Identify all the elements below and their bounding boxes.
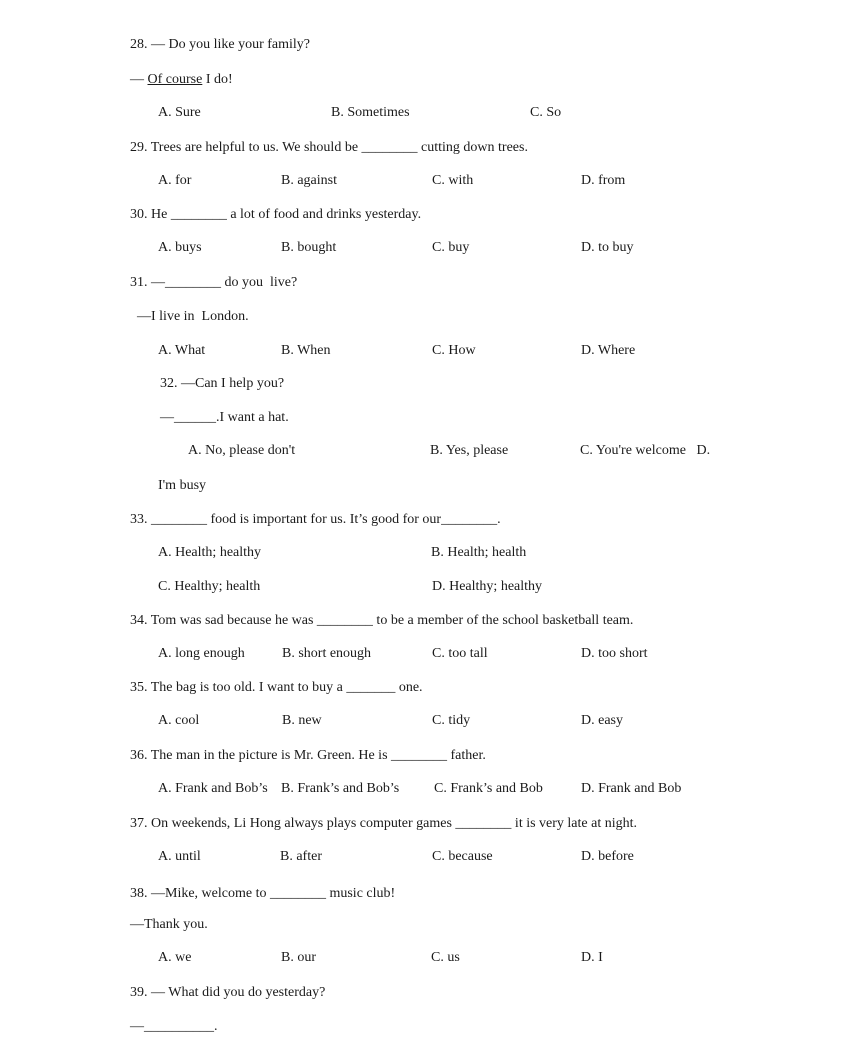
- q37-option-d: D. before: [581, 849, 634, 864]
- q36-option-a: A. Frank and Bob’s: [158, 781, 268, 796]
- q28-answer-underlined: Of course: [147, 72, 203, 87]
- q35-option-b: B. new: [282, 713, 322, 728]
- q32-option-a: A. No, please don't: [188, 443, 296, 458]
- q28-option-c: C. So: [530, 105, 562, 120]
- q34-stem: 34. Tom was sad because he was ________ to be a member of the school basketball team.: [130, 613, 634, 628]
- q38-option-a: A. we: [158, 950, 192, 965]
- q34-option-b: B. short enough: [282, 646, 372, 661]
- q36-option-c: C. Frank’s and Bob: [434, 781, 543, 796]
- q35-option-c: C. tidy: [432, 713, 471, 728]
- q38-option-c: C. us: [431, 950, 460, 965]
- q35-option-d: D. easy: [581, 713, 623, 728]
- q30-stem: 30. He ________ a lot of food and drinks yesterday.: [130, 207, 422, 222]
- q28-answer-dash: —: [130, 72, 148, 87]
- q39-reply-dash: —: [130, 1019, 144, 1034]
- q31-option-c: C. How: [432, 343, 476, 358]
- q37-option-c: C. because: [432, 849, 493, 864]
- q31-stem: 31. —________ do you live?: [130, 275, 298, 290]
- q32-reply: —______.I want a hat.: [160, 410, 289, 425]
- q36-stem: 36. The man in the picture is Mr. Green. He is ________ father.: [130, 748, 486, 763]
- q29-stem: 29. Trees are helpful to us. We should be ________ cutting down trees.: [130, 140, 528, 155]
- q31-option-d: D. Where: [581, 343, 636, 358]
- q34-option-d: D. too short: [581, 646, 648, 661]
- q39-reply: [130, 1018, 218, 1036]
- q35-option-a: A. cool: [158, 713, 200, 728]
- q29-option-a: A. for: [158, 173, 192, 188]
- q31-option-a: A. What: [158, 343, 206, 358]
- q32-option-c: C. You're welcome D.: [580, 443, 711, 458]
- q34-option-a: A. long enough: [158, 646, 245, 661]
- q32-stem: 32. —Can I help you?: [160, 376, 285, 391]
- q33-stem: 33. ________ food is important for us. It’s good for our________.: [130, 512, 501, 527]
- q37-option-b: B. after: [280, 849, 322, 864]
- q33-option-a: A. Health; healthy: [158, 545, 262, 560]
- q30-option-a: A. buys: [158, 240, 202, 255]
- q36-option-d: D. Frank and Bob: [581, 781, 682, 796]
- q34-option-c: C. too tall: [432, 646, 488, 661]
- q31-option-b: B. When: [281, 343, 331, 358]
- q38-option-b: B. our: [281, 950, 316, 965]
- q35-stem: 35. The bag is too old. I want to buy a _______ one.: [130, 680, 423, 695]
- q32-option-d-wrap: I'm busy: [158, 478, 207, 493]
- q31-reply: —I live in London.: [137, 309, 249, 324]
- q28-answer-rest: I do!: [202, 72, 233, 87]
- q37-option-a: A. until: [158, 849, 201, 864]
- q33-option-b: B. Health; health: [431, 545, 527, 560]
- q30-option-b: B. bought: [281, 240, 337, 255]
- q28-option-a: A. Sure: [158, 105, 201, 120]
- q39-answer-blank: __________: [144, 1019, 214, 1034]
- q30-option-c: C. buy: [432, 240, 470, 255]
- q29-option-d: D. from: [581, 173, 626, 188]
- q30-option-d: D. to buy: [581, 240, 634, 255]
- q38-stem: 38. —Mike, welcome to ________ music club!: [130, 886, 396, 901]
- q33-option-c: C. Healthy; health: [158, 579, 261, 594]
- q39-stem: 39. — What did you do yesterday?: [130, 985, 326, 1000]
- q36-option-b: B. Frank’s and Bob’s: [281, 781, 400, 796]
- q29-option-b: B. against: [281, 173, 337, 188]
- q28-answer: [130, 71, 233, 89]
- q39-reply-end: .: [214, 1019, 218, 1034]
- q38-option-d: D. I: [581, 950, 603, 965]
- q29-option-c: C. with: [432, 173, 474, 188]
- q33-option-d: D. Healthy; healthy: [432, 579, 543, 594]
- q37-stem: 37. On weekends, Li Hong always plays computer games ________ it is very late at night.: [130, 816, 638, 831]
- q32-option-b: B. Yes, please: [430, 443, 509, 458]
- q28-stem: 28. — Do you like your family?: [130, 37, 311, 52]
- q28-option-b: B. Sometimes: [331, 105, 410, 120]
- q38-reply: —Thank you.: [130, 917, 208, 932]
